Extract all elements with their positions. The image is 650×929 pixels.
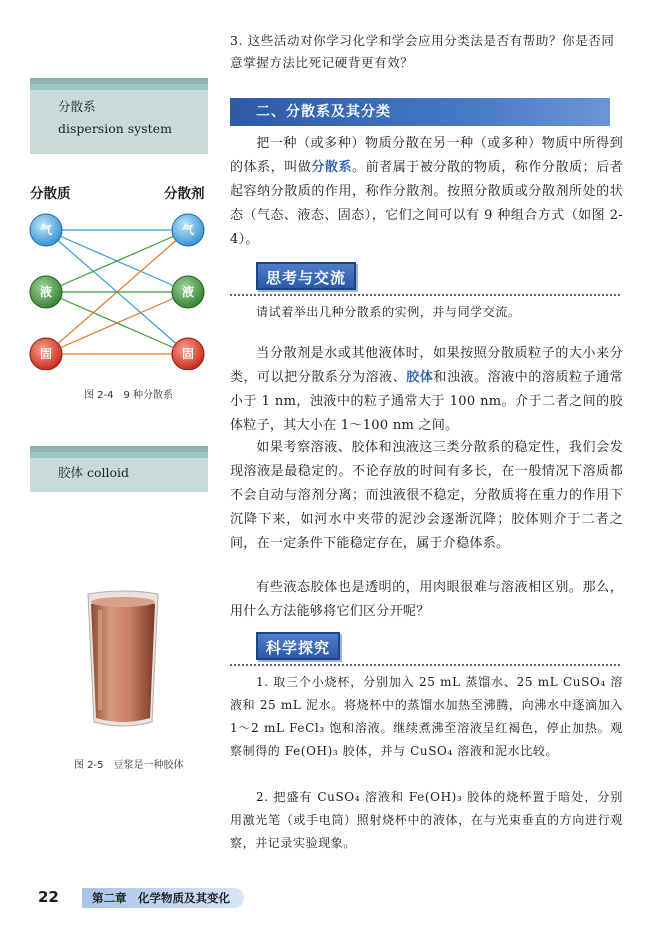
state-solid-left: 固 [39, 347, 53, 361]
question-3: 3. 这些活动对你学习化学和学会应用分类法是否有帮助？你是否同意掌握方法比死记硬背更有效？ [230, 33, 615, 70]
state-gas-right: 气 [181, 223, 195, 237]
section-heading: 二、分散系及其分类 [230, 98, 610, 126]
explore-step-2: 2. 把盛有 CuSO₄ 溶液和 Fe(OH)₃ 胶体的烧杯置于暗处，分别用激光笔（或手电筒）照射烧杯中的液体，在与光束垂直的方向进行观察，并记录实验现象。 [230, 790, 623, 850]
glossary-dispersion-system [30, 78, 208, 154]
soy-milk-glass-image [84, 588, 162, 730]
disperse-phase-label: 分散质 [30, 186, 71, 202]
figure-2-5-caption: 图 2-5 豆浆是一种胶体 [74, 760, 184, 771]
think-discuss-text: 请试着举出几种分散系的实例，并与同学交流。 [256, 305, 521, 319]
paragraph-4: 有些液态胶体也是透明的，用肉眼很难与溶液相区别。那么，用什么方法能够将它们区分开呢？ [230, 580, 623, 619]
keyword-dispersion-system: 分散系 [311, 160, 353, 175]
chapter-tag: 第二章 化学物质及其变化 [82, 888, 244, 908]
explore-title: 科学探究 [256, 632, 340, 660]
glossary-colloid-text: 胶体 colloid [58, 465, 130, 480]
glossary-en: dispersion system [58, 121, 172, 136]
dispersion-diagram [24, 200, 214, 370]
dotted-divider-2 [230, 664, 620, 666]
state-gas-left: 气 [39, 223, 53, 237]
page-number: 22 [38, 888, 59, 906]
figure-2-4-caption: 图 2-4 9 种分散系 [84, 390, 174, 401]
glossary-colloid [30, 446, 208, 492]
paragraph-1: 把一种（或多种）物质分散在另一种（或多种）物质中所得到的体系，叫做分散系。前者属于被分散的物质，称作分散质；后者起容纳分散质的作用，称作分散剂。按照分散质或分散剂所处的状态（气态、液态、固态），它们之间可以有 9 种组合方式（如图 2-4）。 [230, 136, 623, 247]
explore-step-1: 1. 取三个小烧杯，分别加入 25 mL 蒸馏水、25 mL CuSO₄ 溶液和 25 mL 泥水。将烧杯中的蒸馏水加热至沸腾，向沸水中逐滴加入 1～2 mL FeCl₃ 饱和溶液。继续煮沸至溶液呈红褐色，停止加热。观察制得的 Fe(OH)₃ 胶体，并与 CuSO₄ 溶液和泥水比较。 [230, 675, 623, 758]
dotted-divider [230, 294, 620, 296]
dispersion-medium-label: 分散剂 [164, 186, 205, 202]
state-liquid-right: 液 [181, 285, 195, 299]
glossary-zh: 分散系 [58, 99, 96, 114]
keyword-colloid: 胶体 [406, 370, 434, 385]
think-discuss-title: 思考与交流 [256, 262, 356, 290]
state-solid-right: 固 [181, 347, 195, 361]
paragraph-2: 当分散剂是水或其他液体时，如果按照分散质粒子的大小来分类，可以把分散系分为溶液、胶体和浊液。溶液中的溶质粒子通常小于 1 nm，浊液中的粒子通常大于 100 nm。介于二者之间的胶体粒子，其大小在 1～100 nm 之间。 [230, 346, 623, 433]
state-liquid-left: 液 [39, 285, 53, 299]
paragraph-3: 如果考察溶液、胶体和浊液这三类分散系的稳定性，我们会发现溶液是最稳定的。不论存放的时间有多长，在一般情况下溶质都不会自动与溶剂分离；而浊液很不稳定，分散质将在重力的作用下沉降下来，如河水中夹带的泥沙会逐渐沉降；胶体则介于二者之间，在一定条件下能稳定存在，属于介稳体系。 [230, 440, 623, 551]
